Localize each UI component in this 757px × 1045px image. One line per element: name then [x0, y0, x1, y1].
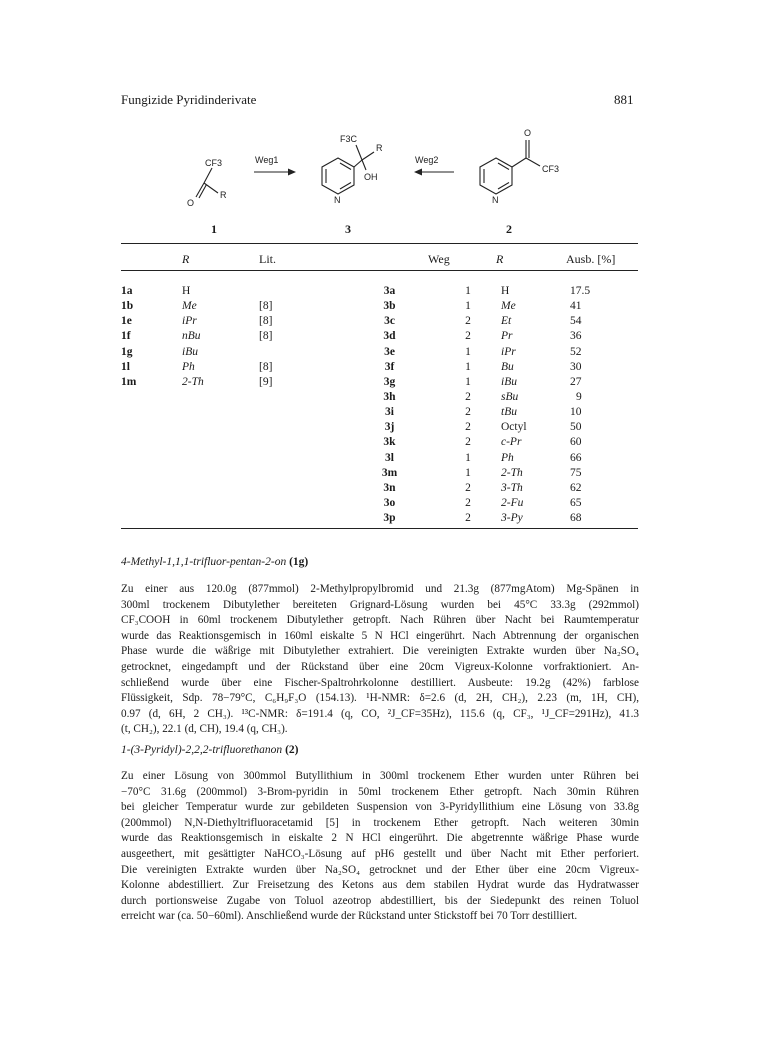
table-cell-weg: 2	[465, 406, 471, 419]
arrow-left-label: Weg1	[255, 155, 279, 165]
table-cell-r: tBu	[501, 406, 517, 419]
table-cell-lit: [8]	[259, 300, 273, 313]
table-cell-id1: 1a	[121, 285, 133, 297]
table-cell-id1	[121, 405, 182, 420]
table-cell-id1	[121, 390, 182, 405]
compound-number-1: 1	[211, 222, 217, 236]
table-cell-yield: 27	[570, 375, 582, 388]
ketone-cf3-label: CF3	[205, 158, 223, 168]
table-cell-weg: 2	[465, 496, 471, 509]
table-cell-r: Bu	[501, 360, 514, 373]
table-header-r-left: R	[182, 252, 190, 266]
table-cell-id3: 3j	[384, 421, 395, 434]
table-cell-weg: 2	[465, 390, 471, 403]
table-cell-id1: 1f	[121, 330, 131, 343]
table-row	[121, 481, 638, 496]
table-cell-yield: 36	[570, 330, 582, 343]
table-cell-r1	[182, 405, 259, 420]
carbinol-oh-label: OH	[364, 172, 378, 182]
table-cell-lit	[259, 511, 344, 526]
table-cell-lit	[259, 496, 344, 511]
text-line: (200mmol) N,N-Diethyltrifluoracetamid [5] in trockenem Ether getropft. Nach weiteren 30min	[121, 816, 639, 829]
reaction-scheme	[0, 108, 757, 233]
table-cell-r: iBu	[501, 375, 517, 388]
table-header-rule	[121, 270, 638, 271]
pyridyl-ketone-structure	[480, 140, 540, 194]
text-line: getrocknet, eingedampft und der Rückstand über eine 20cm Vigreux-Kolonne vorfraktioniert. An-	[121, 660, 639, 673]
table-cell-yield: 50	[570, 421, 582, 434]
table-cell-weg: 1	[465, 300, 471, 313]
table-cell-r1: iPr	[182, 315, 197, 328]
carbinol-n-label: N	[334, 195, 341, 205]
table-cell-r1: 2-Th	[182, 375, 204, 388]
table-cell-lit: [9]	[259, 375, 273, 388]
table-cell-r: 2-Fu	[501, 496, 524, 509]
table-cell-yield: 17.5	[570, 285, 591, 297]
text-line: Zu einer Lösung von 300mmol Butyllithium in 300ml trockenem Ether wurden unter Rühren bei	[121, 770, 639, 782]
table-cell-lit: [8]	[259, 315, 273, 328]
table-cell-yield: 10	[570, 406, 582, 419]
table-cell-r: 3-Th	[501, 481, 523, 494]
section1-title: 4-Methyl-1,1,1-trifluor-pentan-2-on (1g)	[121, 556, 309, 568]
table-cell-id1: 1e	[121, 315, 132, 328]
table-cell-lit	[259, 420, 344, 435]
table-row	[121, 375, 638, 390]
table-cell-lit: [8]	[259, 360, 273, 373]
text-line: (t, CH₂), 22.1 (d, CH), 19.4 (q, CH₃).	[121, 723, 288, 736]
compound-number-3: 3	[345, 222, 351, 236]
table-cell-id1	[121, 435, 182, 450]
pyridyl-cf3-label: CF3	[542, 164, 560, 174]
table-cell-weg: 1	[465, 451, 471, 464]
table-cell-r: Me	[501, 300, 516, 313]
table-cell-yield: 60	[570, 436, 582, 449]
table-cell-id3: 3a	[383, 285, 396, 297]
page-number: 881	[614, 92, 634, 107]
table-cell-weg: 1	[465, 375, 471, 388]
text-line: Kolonne abdestilliert. Zur Freisetzung des Ketons aus dem stabilen Hydrat wurde das Hydratwasser	[121, 879, 639, 892]
table-cell-id1	[121, 466, 182, 481]
text-line: bei gleicher Temperatur wurde zur gebildeten Suspension von 3-Pyridyllithium eine Lösung von 33.8g	[121, 801, 639, 814]
table-cell-r1: H	[182, 285, 191, 297]
table-cell-r: Octyl	[501, 421, 527, 434]
table-cell-id1	[121, 420, 182, 435]
table-cell-r1	[182, 390, 259, 405]
table-cell-weg: 2	[465, 481, 471, 494]
table-cell-id3: 3p	[383, 512, 396, 525]
pyridyl-n-label: N	[492, 195, 499, 205]
table-bottom-rule	[121, 528, 638, 529]
section2-title: 1-(3-Pyridyl)-2,2,2-trifluorethanon (2)	[121, 744, 299, 756]
table-cell-r1	[182, 435, 259, 450]
table-cell-r1	[182, 420, 259, 435]
table-cell-r: 3-Py	[501, 512, 523, 525]
table-row	[121, 420, 638, 435]
pyridyl-o-label: O	[524, 128, 532, 138]
table-cell-yield: 30	[570, 360, 582, 373]
table-header-yield: Ausb. [%]	[566, 252, 616, 266]
table-cell-r1: iBu	[182, 345, 198, 358]
table-cell-id3: 3o	[383, 496, 396, 509]
table-row	[121, 466, 638, 481]
table-cell-lit	[259, 390, 344, 405]
table-cell-id3: 3b	[383, 300, 396, 313]
text-line: Zu einer aus 120.0g (877mmol) 2-Methylpropylbromid und 21.3g (877mgAtom) Mg-Spänen in	[121, 583, 639, 595]
text-line: Die vereinigten Extrakte wurden über Na₂SO₄ getrocknet und der Ether über eine 20cm Vigreux-	[121, 863, 639, 876]
text-line: durch portionsweise Zugabe von Toluol azeotrop abdestilliert, bis der Siedepunkt des reinen Toluol	[121, 894, 639, 907]
table-header-lit: Lit.	[259, 252, 276, 266]
table-cell-yield: 52	[570, 345, 582, 358]
table-cell-id3: 3c	[384, 315, 395, 328]
text-line: ausgeethert, mit gesättigter NaHCO₃-Lösung auf pH6 gestellt und über Nacht mit Ether perforiert.	[121, 847, 639, 860]
table-cell-id3: 3d	[383, 330, 396, 343]
arrow-weg2-head	[414, 169, 422, 176]
table-row	[121, 511, 638, 526]
table-cell-r1	[182, 496, 259, 511]
table-row	[121, 284, 638, 299]
table-cell-r: Et	[501, 315, 512, 328]
table-cell-id1: 1l	[121, 360, 130, 373]
table-cell-yield: 62	[570, 481, 582, 494]
table-cell-yield: 65	[570, 496, 582, 509]
table-cell-r1: Ph	[182, 360, 195, 373]
table-cell-lit	[259, 405, 344, 420]
text-line: CF₃COOH in 60ml trockenem Dibutylether getropft. Nach Rühren über Nacht bei Raumtemperatur	[121, 614, 639, 627]
ketone-r-label: R	[220, 190, 227, 200]
table-cell-yield: 54	[570, 315, 582, 328]
results-table	[121, 284, 638, 526]
table-row	[121, 329, 638, 344]
table-cell-weg: 2	[465, 330, 471, 343]
table-cell-weg: 1	[465, 345, 471, 358]
table-cell-weg: 2	[465, 512, 471, 525]
table-row	[121, 360, 638, 375]
table-cell-yield: 9	[576, 390, 582, 403]
table-cell-id1	[121, 496, 182, 511]
table-cell-lit	[259, 481, 344, 496]
table-cell-weg: 1	[465, 285, 471, 297]
table-cell-r: sBu	[501, 390, 519, 403]
table-cell-id3: 3f	[384, 360, 395, 373]
table-cell-id3: 3g	[383, 375, 396, 388]
text-line: −70°C 31.6g (200mmol) 3-Brom-pyridin in 50ml trockenem Ether getropft. Nach 30min Rühren	[121, 785, 639, 798]
table-cell-id3: 3e	[384, 345, 395, 358]
table-cell-id1	[121, 451, 182, 466]
table-cell-yield: 41	[570, 300, 582, 313]
table-cell-id1	[121, 511, 182, 526]
carbinol-r-label: R	[376, 143, 383, 153]
table-cell-r: Pr	[501, 330, 513, 343]
ketone-o-label: O	[187, 198, 195, 208]
table-cell-weg: 2	[465, 436, 471, 449]
arrow-right-label: Weg2	[415, 155, 439, 165]
table-cell-weg: 2	[465, 421, 471, 434]
carbinol-structure	[322, 145, 374, 194]
table-cell-r: iPr	[501, 345, 516, 358]
table-row	[121, 451, 638, 466]
table-row	[121, 314, 638, 329]
table-cell-yield: 66	[570, 451, 582, 464]
table-cell-id3: 3n	[383, 481, 396, 494]
table-row	[121, 345, 638, 360]
table-cell-weg: 1	[465, 360, 471, 373]
arrow-weg1-head	[288, 169, 296, 176]
table-header-weg: Weg	[428, 252, 450, 266]
table-cell-lit	[259, 284, 344, 299]
text-line: Flüssigkeit, Sdp. 78−79°C, C₆H₉F₃O (154.13). ¹H-NMR: δ=2.6 (d, 2H, CH₂), 2.23 (m, 1H, CH),	[121, 692, 639, 705]
compound-number-2: 2	[506, 222, 512, 236]
table-cell-id3: 3k	[383, 436, 396, 449]
text-line: 0.97 (d, 6H, 2 CH₃). ¹³C-NMR: δ=191.4 (q, CO, ²J_CF=35Hz), 115.6 (q, CF₃, ¹J_CF=291Hz), 41.3	[121, 707, 639, 720]
table-cell-yield: 75	[570, 466, 582, 479]
table-cell-id1: 1g	[121, 345, 133, 358]
table-header-r-right: R	[496, 252, 504, 266]
table-cell-lit: [8]	[259, 330, 273, 343]
text-line: wurde das Reaktionsgemisch in 160ml eiskalte 5 N HCl eingerührt. Nach Abtrennung der organischen	[121, 629, 639, 642]
section1-paragraph	[121, 582, 639, 738]
table-cell-id1: 1m	[121, 375, 137, 388]
table-cell-r1	[182, 481, 259, 496]
table-cell-r: Ph	[501, 451, 514, 464]
table-row	[121, 435, 638, 450]
table-row	[121, 405, 638, 420]
table-row	[121, 390, 638, 405]
running-title: Fungizide Pyridinderivate	[121, 92, 257, 107]
table-cell-weg: 1	[465, 466, 471, 479]
table-cell-lit	[259, 435, 344, 450]
table-row	[121, 496, 638, 511]
table-cell-r: 2-Th	[501, 466, 523, 479]
text-line: schließend wurde über eine Fischer-Spaltrohrkolonne destilliert. Ausbeute: 19.2g (42%) farblose	[121, 676, 639, 689]
carbinol-f3c-label: F3C	[340, 134, 358, 144]
table-cell-lit	[259, 345, 344, 360]
table-cell-id1	[121, 481, 182, 496]
text-line: 300ml trockenem Dibutylether bereiteten Grignard-Lösung wurden bei 45°C 33.3g (292mmol)	[121, 598, 639, 611]
table-cell-weg: 2	[465, 315, 471, 328]
table-cell-id3: 3i	[385, 406, 394, 419]
text-line: wurde das Reaktionsgemisch in eiskalte 2 N HCl eingerührt. Die abgetrennte wäßrige Phase wurde	[121, 832, 639, 845]
ketone-structure	[196, 168, 218, 198]
table-cell-r1: Me	[182, 300, 197, 313]
section2-paragraph	[121, 769, 639, 925]
text-line: erreicht war (ca. 50−60ml). Anschließend wurde der Rückstand unter Stickstoff bei 70 Torr destilliert.	[121, 910, 578, 923]
table-cell-r1	[182, 511, 259, 526]
table-cell-id3: 3m	[381, 466, 398, 479]
table-cell-yield: 68	[570, 512, 582, 525]
text-line: Phase wurde die wäßrige mit Dibutylether extrahiert. Die vereinigten Extrakte wurden über Na₂SO₄	[121, 645, 639, 658]
table-row	[121, 299, 638, 314]
table-cell-r1	[182, 451, 259, 466]
table-cell-id1: 1b	[121, 300, 134, 313]
table-top-rule	[121, 243, 638, 244]
table-cell-lit	[259, 466, 344, 481]
table-cell-r: H	[501, 285, 510, 297]
table-cell-id3: 3h	[383, 390, 396, 403]
table-cell-r1: nBu	[182, 330, 201, 343]
table-cell-id3: 3l	[385, 451, 394, 464]
table-cell-r1	[182, 466, 259, 481]
table-cell-lit	[259, 451, 344, 466]
table-cell-r: c-Pr	[501, 436, 522, 449]
